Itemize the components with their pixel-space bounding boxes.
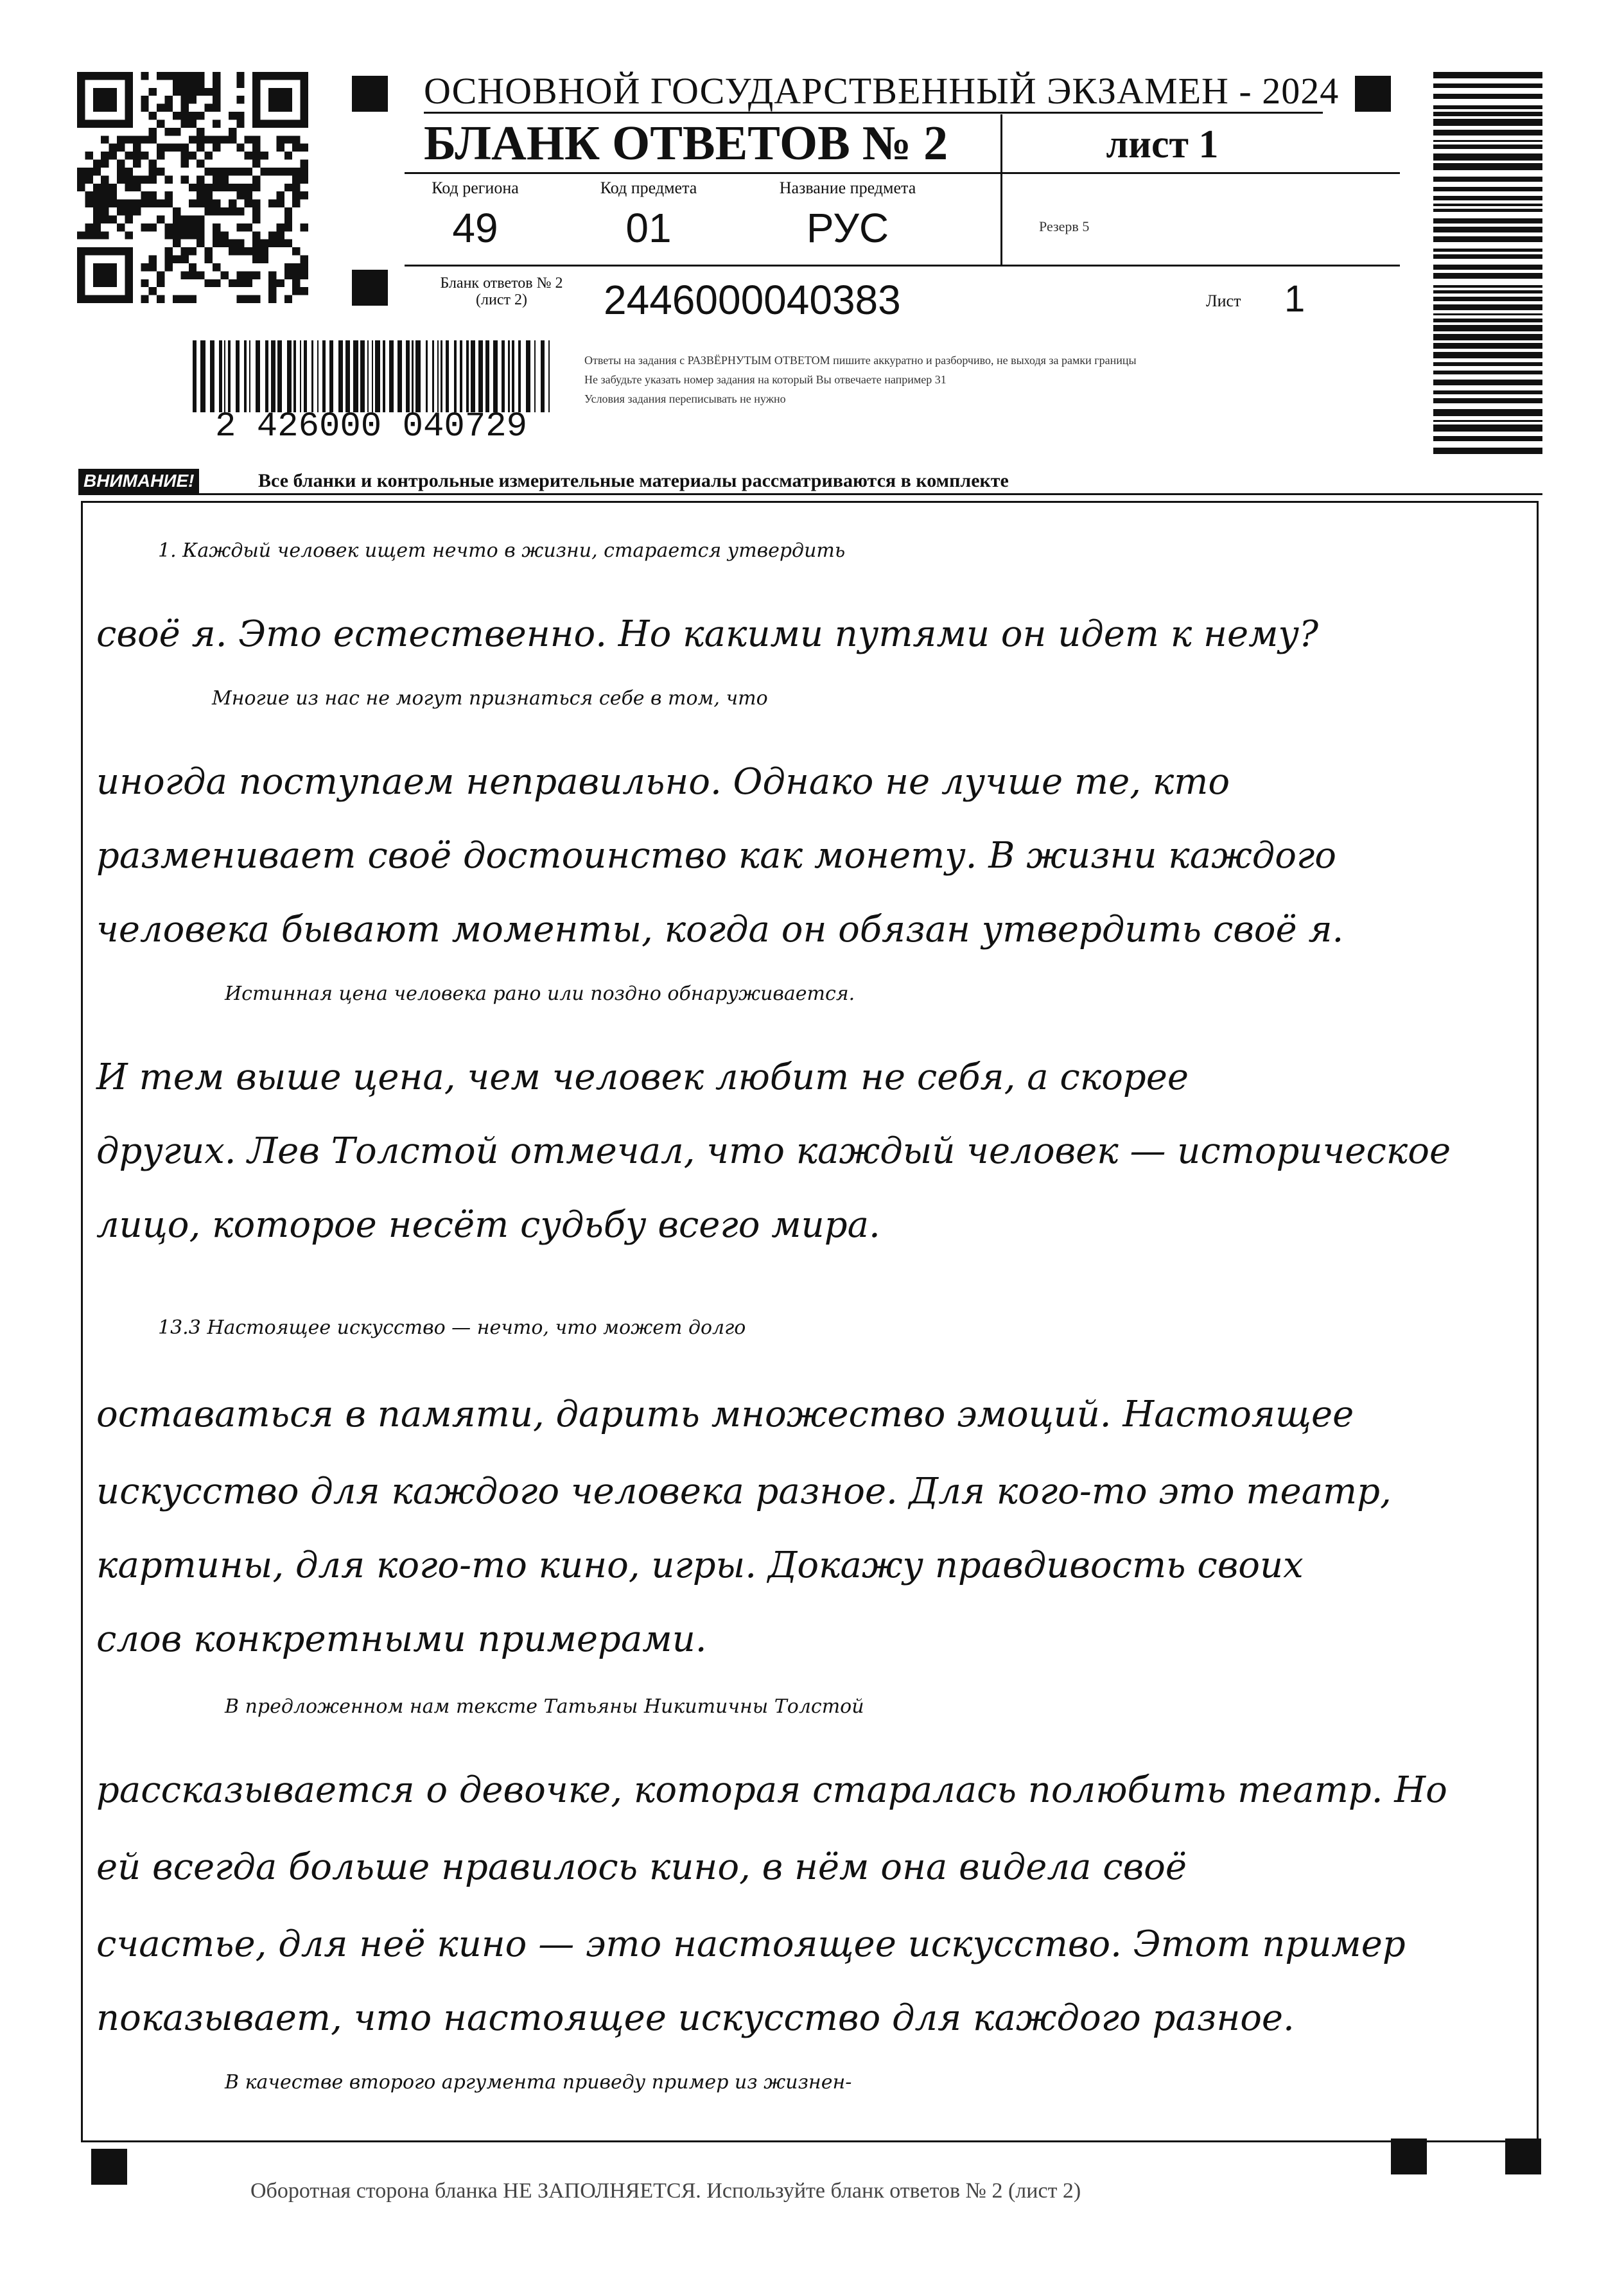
barcode (193, 340, 552, 412)
form-number: 2446000040383 (604, 277, 901, 323)
region-code-value: 49 (452, 205, 498, 251)
attention-badge: ВНИМАНИЕ! (78, 469, 199, 493)
answer-line: разменивает своё достоинство как монету. В жизни каждого (96, 835, 1336, 877)
answer-line: других. Лев Толстой отмечал, что каждый человек — историческое (96, 1130, 1451, 1172)
answer-line: искусство для каждого человека разное. Для кого-то это театр, (96, 1471, 1392, 1512)
registration-marker (91, 2149, 127, 2185)
answer-line: 13.3 Настоящее искусство — нечто, что может долго (158, 1316, 746, 1339)
instruction-line: Условия задания переписывать не нужно (584, 392, 786, 405)
answer-line: В качестве второго аргумента приведу пример из жизнен- (225, 2071, 852, 2094)
subject-name-value: РУС (806, 205, 889, 251)
answer-line: В предложенном нам тексте Татьяны Никитичны Толстой (225, 1695, 864, 1718)
answer-line: показывает, что настоящее искусство для каждого разное. (96, 1997, 1295, 2039)
barcode-digits: 2 426000 040729 (214, 407, 528, 446)
answer-line: Многие из нас не могут признаться себе в том, что (212, 687, 768, 710)
answer-line: счастье, для неё кино — это настоящее искусство. Этот пример (96, 1923, 1406, 1965)
form-sheet-label: Бланк ответов № 2 (лист 2) (440, 275, 563, 308)
answer-line: слов конкретными примерами. (96, 1618, 707, 1660)
instructions (584, 351, 1419, 408)
answer-line: ей всегда больше нравилось кино, в нём она видела своё (96, 1846, 1187, 1888)
instruction-line: Ответы на задания с РАЗВЁРНУТЫМ ОТВЕТОМ пишите аккуратно и разборчиво, не выходя за рамки границы (584, 354, 1137, 367)
subject-code-label: Код предмета (600, 179, 697, 197)
registration-marker (1355, 76, 1391, 112)
header-rule (424, 112, 1323, 114)
answer-line: оставаться в памяти, дарить множество эмоций. Настоящее (96, 1394, 1354, 1435)
registration-marker (1505, 2138, 1541, 2174)
subject-name-label: Название предмета (779, 179, 916, 197)
sheet-title: лист 1 (1106, 123, 1219, 166)
reserve-label: Резерв 5 (1039, 218, 1090, 234)
registration-marker (352, 270, 388, 306)
registration-marker (352, 76, 388, 112)
answer-line: своё я. Это естественно. Но какими путями он идет к нему? (96, 613, 1319, 655)
header-divider (1000, 114, 1002, 266)
attention-text: Все бланки и контрольные измерительные материалы рассматриваются в комплекте (258, 470, 1009, 491)
answer-line: И тем выше цена, чем человек любит не себя, а скорее (96, 1056, 1189, 1098)
answer-line: иногда поступаем неправильно. Однако не лучше те, кто (96, 761, 1230, 803)
sheet-label: Лист (1206, 292, 1241, 310)
header-rule (405, 172, 1400, 174)
subject-code-value: 01 (625, 205, 672, 251)
answer-line: 1. Каждый человек ищет нечто в жизни, старается утвердить (158, 539, 846, 562)
region-code-label: Код региона (432, 179, 519, 197)
answer-line: лицо, которое несёт судьбу всего мира. (96, 1204, 880, 1246)
instruction-line: Не забудьте указать номер задания на который Вы отвечаете например 31 (584, 373, 947, 386)
vertical-barcode (1433, 72, 1542, 455)
attention-rule (78, 493, 1542, 495)
answer-line: Истинная цена человека рано или поздно обнаруживается. (225, 983, 855, 1005)
exam-title: ОСНОВНОЙ ГОСУДАРСТВЕННЫЙ ЭКЗАМЕН - 2024 (424, 70, 1340, 112)
sheet-number: 1 (1284, 278, 1305, 320)
answer-line: рассказывается о девочке, которая старалась полюбить театр. Но (96, 1769, 1447, 1811)
answer-line: человека бывают моменты, когда он обязан утвердить своё я. (96, 909, 1344, 950)
qr-code (77, 72, 308, 303)
registration-marker (1391, 2138, 1427, 2174)
answer-line: картины, для кого-то кино, игры. Докажу правдивость своих (96, 1544, 1304, 1586)
header-rule (405, 265, 1400, 267)
form-title: БЛАНК ОТВЕТОВ № 2 (424, 116, 948, 170)
footer-note: Оборотная сторона бланка НЕ ЗАПОЛНЯЕТСЯ. Используйте бланк ответов № 2 (лист 2) (250, 2179, 1081, 2203)
